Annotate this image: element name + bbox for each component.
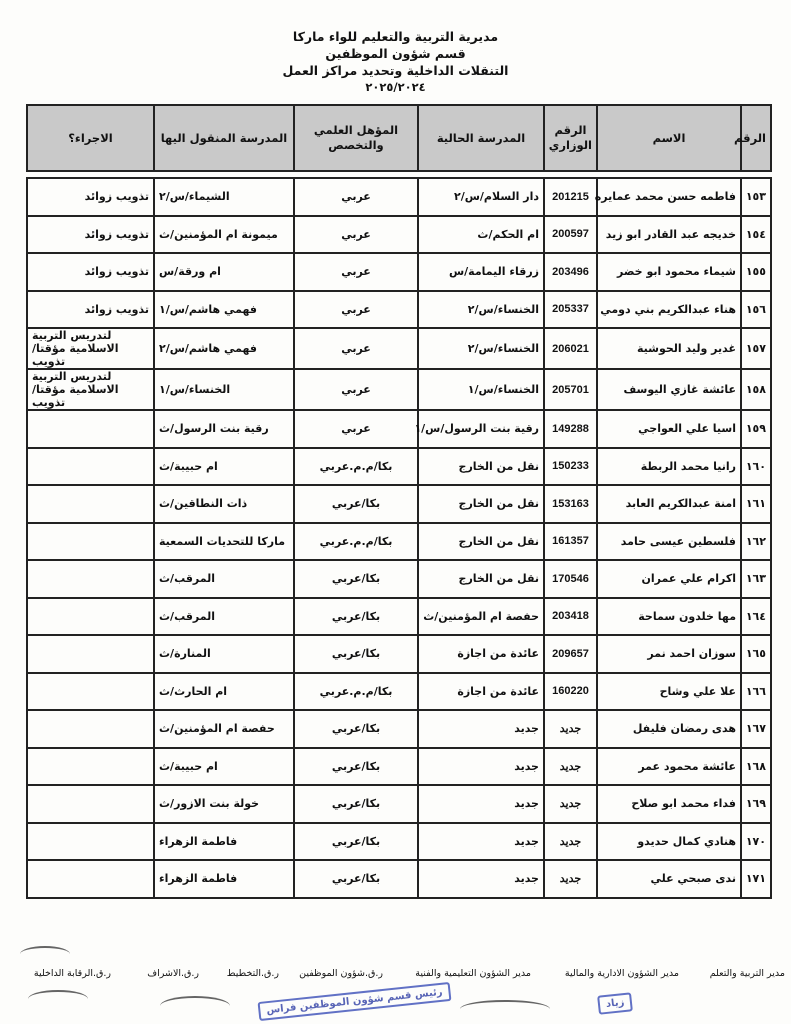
signature-scribble-2 — [28, 990, 88, 1008]
cell-qualification: عربي — [294, 253, 418, 291]
cell-destination-school: المرقب/ث — [154, 560, 294, 598]
cell-destination-school: ام حبيبة/ث — [154, 748, 294, 786]
cell-current-school: نقل من الخارج — [418, 448, 544, 486]
table-row — [27, 328, 771, 369]
cell-current-school: ام الحكم/ث — [418, 216, 544, 254]
cell-name: فداء محمد ابو صلاح — [597, 785, 741, 823]
cell-national-number: 206021 — [544, 328, 597, 369]
cell-action: تذويب زوائد — [27, 178, 154, 216]
cell-current-school: عائدة من اجازة — [418, 635, 544, 673]
stamp-name-1: فراس — [265, 1002, 297, 1017]
sig-director: مدير التربية والتعلم — [709, 968, 785, 979]
table-row — [27, 410, 771, 448]
cell-current-school: جديد — [418, 860, 544, 898]
cell-national-number: 160220 — [544, 673, 597, 711]
cell-qualification: عربي — [294, 328, 418, 369]
cell-national-number: 201215 — [544, 178, 597, 216]
cell-name: فلسطين عيسى حامد — [597, 523, 741, 561]
signature-block — [0, 940, 791, 1024]
cell-action — [27, 785, 154, 823]
cell-national-number: جديد — [544, 785, 597, 823]
cell-name: اسيا علي العواجي — [597, 410, 741, 448]
cell-action — [27, 823, 154, 861]
cell-national-number: 205701 — [544, 369, 597, 410]
sig-admin-finance: مدير الشؤون الادارية والمالية — [564, 968, 679, 979]
cell-seq: ١٥٦ — [741, 291, 771, 329]
cell-national-number: 153163 — [544, 485, 597, 523]
cell-seq: ١٦٩ — [741, 785, 771, 823]
cell-action: تذويب زوائد — [27, 291, 154, 329]
document-subject: التنقلات الداخلية وتحديد مراكز العمل — [282, 63, 509, 78]
cell-action — [27, 485, 154, 523]
header-spacer — [27, 171, 771, 178]
cell-name: علا علي وشاح — [597, 673, 741, 711]
cell-action — [27, 448, 154, 486]
table-row — [27, 823, 771, 861]
cell-qualification: بكا/م.م.عربي — [294, 673, 418, 711]
directorate-title: مديرية التربية والتعليم للواء ماركا — [292, 29, 499, 44]
cell-national-number: 203496 — [544, 253, 597, 291]
cell-qualification: عربي — [294, 369, 418, 410]
cell-national-number: جديد — [544, 748, 597, 786]
cell-qualification: بكا/م.م.عربي — [294, 523, 418, 561]
cell-action — [27, 598, 154, 636]
cell-current-school: نقل من الخارج — [418, 523, 544, 561]
cell-national-number: جديد — [544, 860, 597, 898]
cell-name: عائشة غازي اليوسف — [597, 369, 741, 410]
cell-current-school: نقل من الخارج — [418, 560, 544, 598]
cell-name: هناء عبدالكريم بني دومي — [597, 291, 741, 329]
cell-action — [27, 523, 154, 561]
cell-seq: ١٦١ — [741, 485, 771, 523]
table-row — [27, 560, 771, 598]
table-row — [27, 448, 771, 486]
cell-qualification: عربي — [294, 216, 418, 254]
signature-scribble-4 — [460, 1000, 550, 1018]
cell-action — [27, 748, 154, 786]
cell-action: تذويب زوائد — [27, 216, 154, 254]
cell-name: شيماء محمود ابو خضر — [597, 253, 741, 291]
cell-seq: ١٥٩ — [741, 410, 771, 448]
cell-seq: ١٦٠ — [741, 448, 771, 486]
cell-destination-school: المنارة/ث — [154, 635, 294, 673]
cell-qualification: بكا/م.م.عربي — [294, 448, 418, 486]
cell-seq: ١٦٤ — [741, 598, 771, 636]
cell-name: غدير وليد الحوشية — [597, 328, 741, 369]
cell-seq: ١٥٨ — [741, 369, 771, 410]
cell-current-school: الخنساء/س/٢ — [418, 291, 544, 329]
header-national-number: الرقم الوزاري — [544, 105, 597, 171]
signature-scribble-1 — [20, 946, 70, 962]
cell-current-school: الخنساء/س/٢ — [418, 328, 544, 369]
cell-destination-school: حفصة ام المؤمنين/ث — [154, 710, 294, 748]
cell-seq: ١٥٤ — [741, 216, 771, 254]
cell-name: خديجه عبد القادر ابو زيد — [597, 216, 741, 254]
cell-current-school: عائدة من اجازة — [418, 673, 544, 711]
cell-qualification: بكا/عربي — [294, 635, 418, 673]
sig-internal-control: ر.ق.الرقابة الداخلية — [33, 968, 111, 979]
header-spacer-cell — [27, 171, 771, 178]
cell-destination-school: فاطمة الزهراء — [154, 823, 294, 861]
cell-national-number: 150233 — [544, 448, 597, 486]
cell-qualification: بكا/عربي — [294, 710, 418, 748]
table-body — [27, 171, 771, 898]
cell-seq: ١٧١ — [741, 860, 771, 898]
table-row — [27, 710, 771, 748]
admin-stamp — [597, 992, 633, 1014]
transfers-table — [26, 104, 772, 899]
cell-national-number: 200597 — [544, 216, 597, 254]
cell-current-school: الخنساء/س/١ — [418, 369, 544, 410]
cell-name: مها خلدون سماحة — [597, 598, 741, 636]
cell-current-school: حفصة ام المؤمنين/ث — [418, 598, 544, 636]
cell-destination-school: ام حبيبة/ث — [154, 448, 294, 486]
cell-current-school: جديد — [418, 748, 544, 786]
cell-destination-school: خولة بنت الازور/ث — [154, 785, 294, 823]
header-qualification: المؤهل العلمي والتخصص — [294, 105, 418, 171]
cell-seq: ١٦٧ — [741, 710, 771, 748]
cell-current-school: زرقاء اليمامة/س — [418, 253, 544, 291]
table-row — [27, 216, 771, 254]
cell-national-number: 170546 — [544, 560, 597, 598]
cell-national-number: 209657 — [544, 635, 597, 673]
cell-name: سوزان احمد نمر — [597, 635, 741, 673]
cell-destination-school: فهمي هاشم/س/٢ — [154, 328, 294, 369]
cell-seq: ١٦٢ — [741, 523, 771, 561]
cell-destination-school: ميمونة ام المؤمنين/ث — [154, 216, 294, 254]
cell-destination-school: الشيماء/س/٢ — [154, 178, 294, 216]
signature-scribble-3 — [160, 996, 230, 1016]
table-row — [27, 748, 771, 786]
table-header-row — [27, 105, 771, 171]
cell-qualification: بكا/عربي — [294, 485, 418, 523]
cell-action — [27, 673, 154, 711]
cell-seq: ١٦٨ — [741, 748, 771, 786]
cell-destination-school: فهمي هاشم/س/١ — [154, 291, 294, 329]
cell-destination-school: ام ورقة/س — [154, 253, 294, 291]
cell-action — [27, 710, 154, 748]
stamp-personnel-head: رئيس قسم شؤون الموظفين — [299, 986, 444, 1013]
header-current-school: المدرسة الحالية — [418, 105, 544, 171]
cell-destination-school: رقية بنت الرسول/ث — [154, 410, 294, 448]
header-seq: الرقم — [741, 105, 771, 171]
cell-action: تذويب زوائد — [27, 253, 154, 291]
cell-current-school: نقل من الخارج — [418, 485, 544, 523]
cell-national-number: 205337 — [544, 291, 597, 329]
header-destination-school: المدرسة المنقول اليها — [154, 105, 294, 171]
table-row — [27, 598, 771, 636]
table-row — [27, 253, 771, 291]
academic-year: ٢٠٢٥/٢٠٢٤ — [365, 80, 426, 94]
cell-action — [27, 410, 154, 448]
table-row — [27, 635, 771, 673]
cell-name: هنادي كمال حديدو — [597, 823, 741, 861]
cell-national-number: جديد — [544, 710, 597, 748]
cell-destination-school: فاطمة الزهراء — [154, 860, 294, 898]
sig-supervision: ر.ق.الاشراف — [147, 968, 199, 979]
header-name: الاسم — [597, 105, 741, 171]
table-row — [27, 291, 771, 329]
table-row — [27, 673, 771, 711]
cell-seq: ١٦٣ — [741, 560, 771, 598]
cell-national-number: 161357 — [544, 523, 597, 561]
cell-current-school: جديد — [418, 823, 544, 861]
cell-destination-school: المرقب/ث — [154, 598, 294, 636]
sig-educational: مدير الشؤون التعليمية والفنية — [415, 968, 531, 979]
cell-name: هدى رمضان فليفل — [597, 710, 741, 748]
table-row — [27, 785, 771, 823]
cell-seq: ١٦٥ — [741, 635, 771, 673]
cell-name: فاطمه حسن محمد عمايره — [597, 178, 741, 216]
table-row — [27, 485, 771, 523]
cell-qualification: بكا/عربي — [294, 823, 418, 861]
cell-qualification: بكا/عربي — [294, 598, 418, 636]
cell-national-number: 149288 — [544, 410, 597, 448]
cell-seq: ١٦٦ — [741, 673, 771, 711]
cell-destination-school: ام الحارث/ث — [154, 673, 294, 711]
cell-qualification: بكا/عربي — [294, 748, 418, 786]
cell-national-number: 203418 — [544, 598, 597, 636]
cell-name: ندى صبحي علي — [597, 860, 741, 898]
document-header — [0, 28, 791, 96]
table-row — [27, 369, 771, 410]
cell-name: عائشة محمود عمر — [597, 748, 741, 786]
header-action: الاجراء؟ — [27, 105, 154, 171]
cell-seq: ١٥٥ — [741, 253, 771, 291]
personnel-stamp — [258, 982, 452, 1021]
cell-qualification: بكا/عربي — [294, 560, 418, 598]
cell-name: امنة عبدالكريم العابد — [597, 485, 741, 523]
cell-action — [27, 560, 154, 598]
cell-qualification: بكا/عربي — [294, 860, 418, 898]
sig-personnel: ر.ق.شؤون الموظفين — [299, 968, 383, 979]
sig-planning: ر.ق.التخطيط — [226, 968, 279, 979]
cell-seq: ١٧٠ — [741, 823, 771, 861]
cell-qualification: بكا/عربي — [294, 785, 418, 823]
table-row — [27, 178, 771, 216]
cell-destination-school: ماركا للتحديات السمعية — [154, 523, 294, 561]
table-row — [27, 523, 771, 561]
cell-destination-school: ذات النطاقين/ث — [154, 485, 294, 523]
department-title: قسم شؤون الموظفين — [325, 46, 466, 61]
cell-current-school: رقية بنت الرسول/س/١ — [418, 410, 544, 448]
cell-qualification: عربي — [294, 291, 418, 329]
cell-destination-school: الخنساء/س/١ — [154, 369, 294, 410]
cell-seq: ١٥٧ — [741, 328, 771, 369]
cell-national-number: جديد — [544, 823, 597, 861]
cell-current-school: جديد — [418, 710, 544, 748]
cell-qualification: عربي — [294, 178, 418, 216]
cell-qualification: عربي — [294, 410, 418, 448]
cell-action — [27, 635, 154, 673]
table-row — [27, 860, 771, 898]
cell-action: لتدريس التربية الاسلامية مؤقتا/تذويب — [27, 369, 154, 410]
cell-seq: ١٥٣ — [741, 178, 771, 216]
cell-current-school: جديد — [418, 785, 544, 823]
cell-current-school: دار السلام/س/٢ — [418, 178, 544, 216]
cell-name: اكرام علي عمران — [597, 560, 741, 598]
cell-name: رانيا محمد الربطة — [597, 448, 741, 486]
stamp-name-2: زياد — [605, 997, 625, 1010]
cell-action — [27, 860, 154, 898]
cell-action: لتدريس التربية الاسلامية مؤقتا/تذويب — [27, 328, 154, 369]
